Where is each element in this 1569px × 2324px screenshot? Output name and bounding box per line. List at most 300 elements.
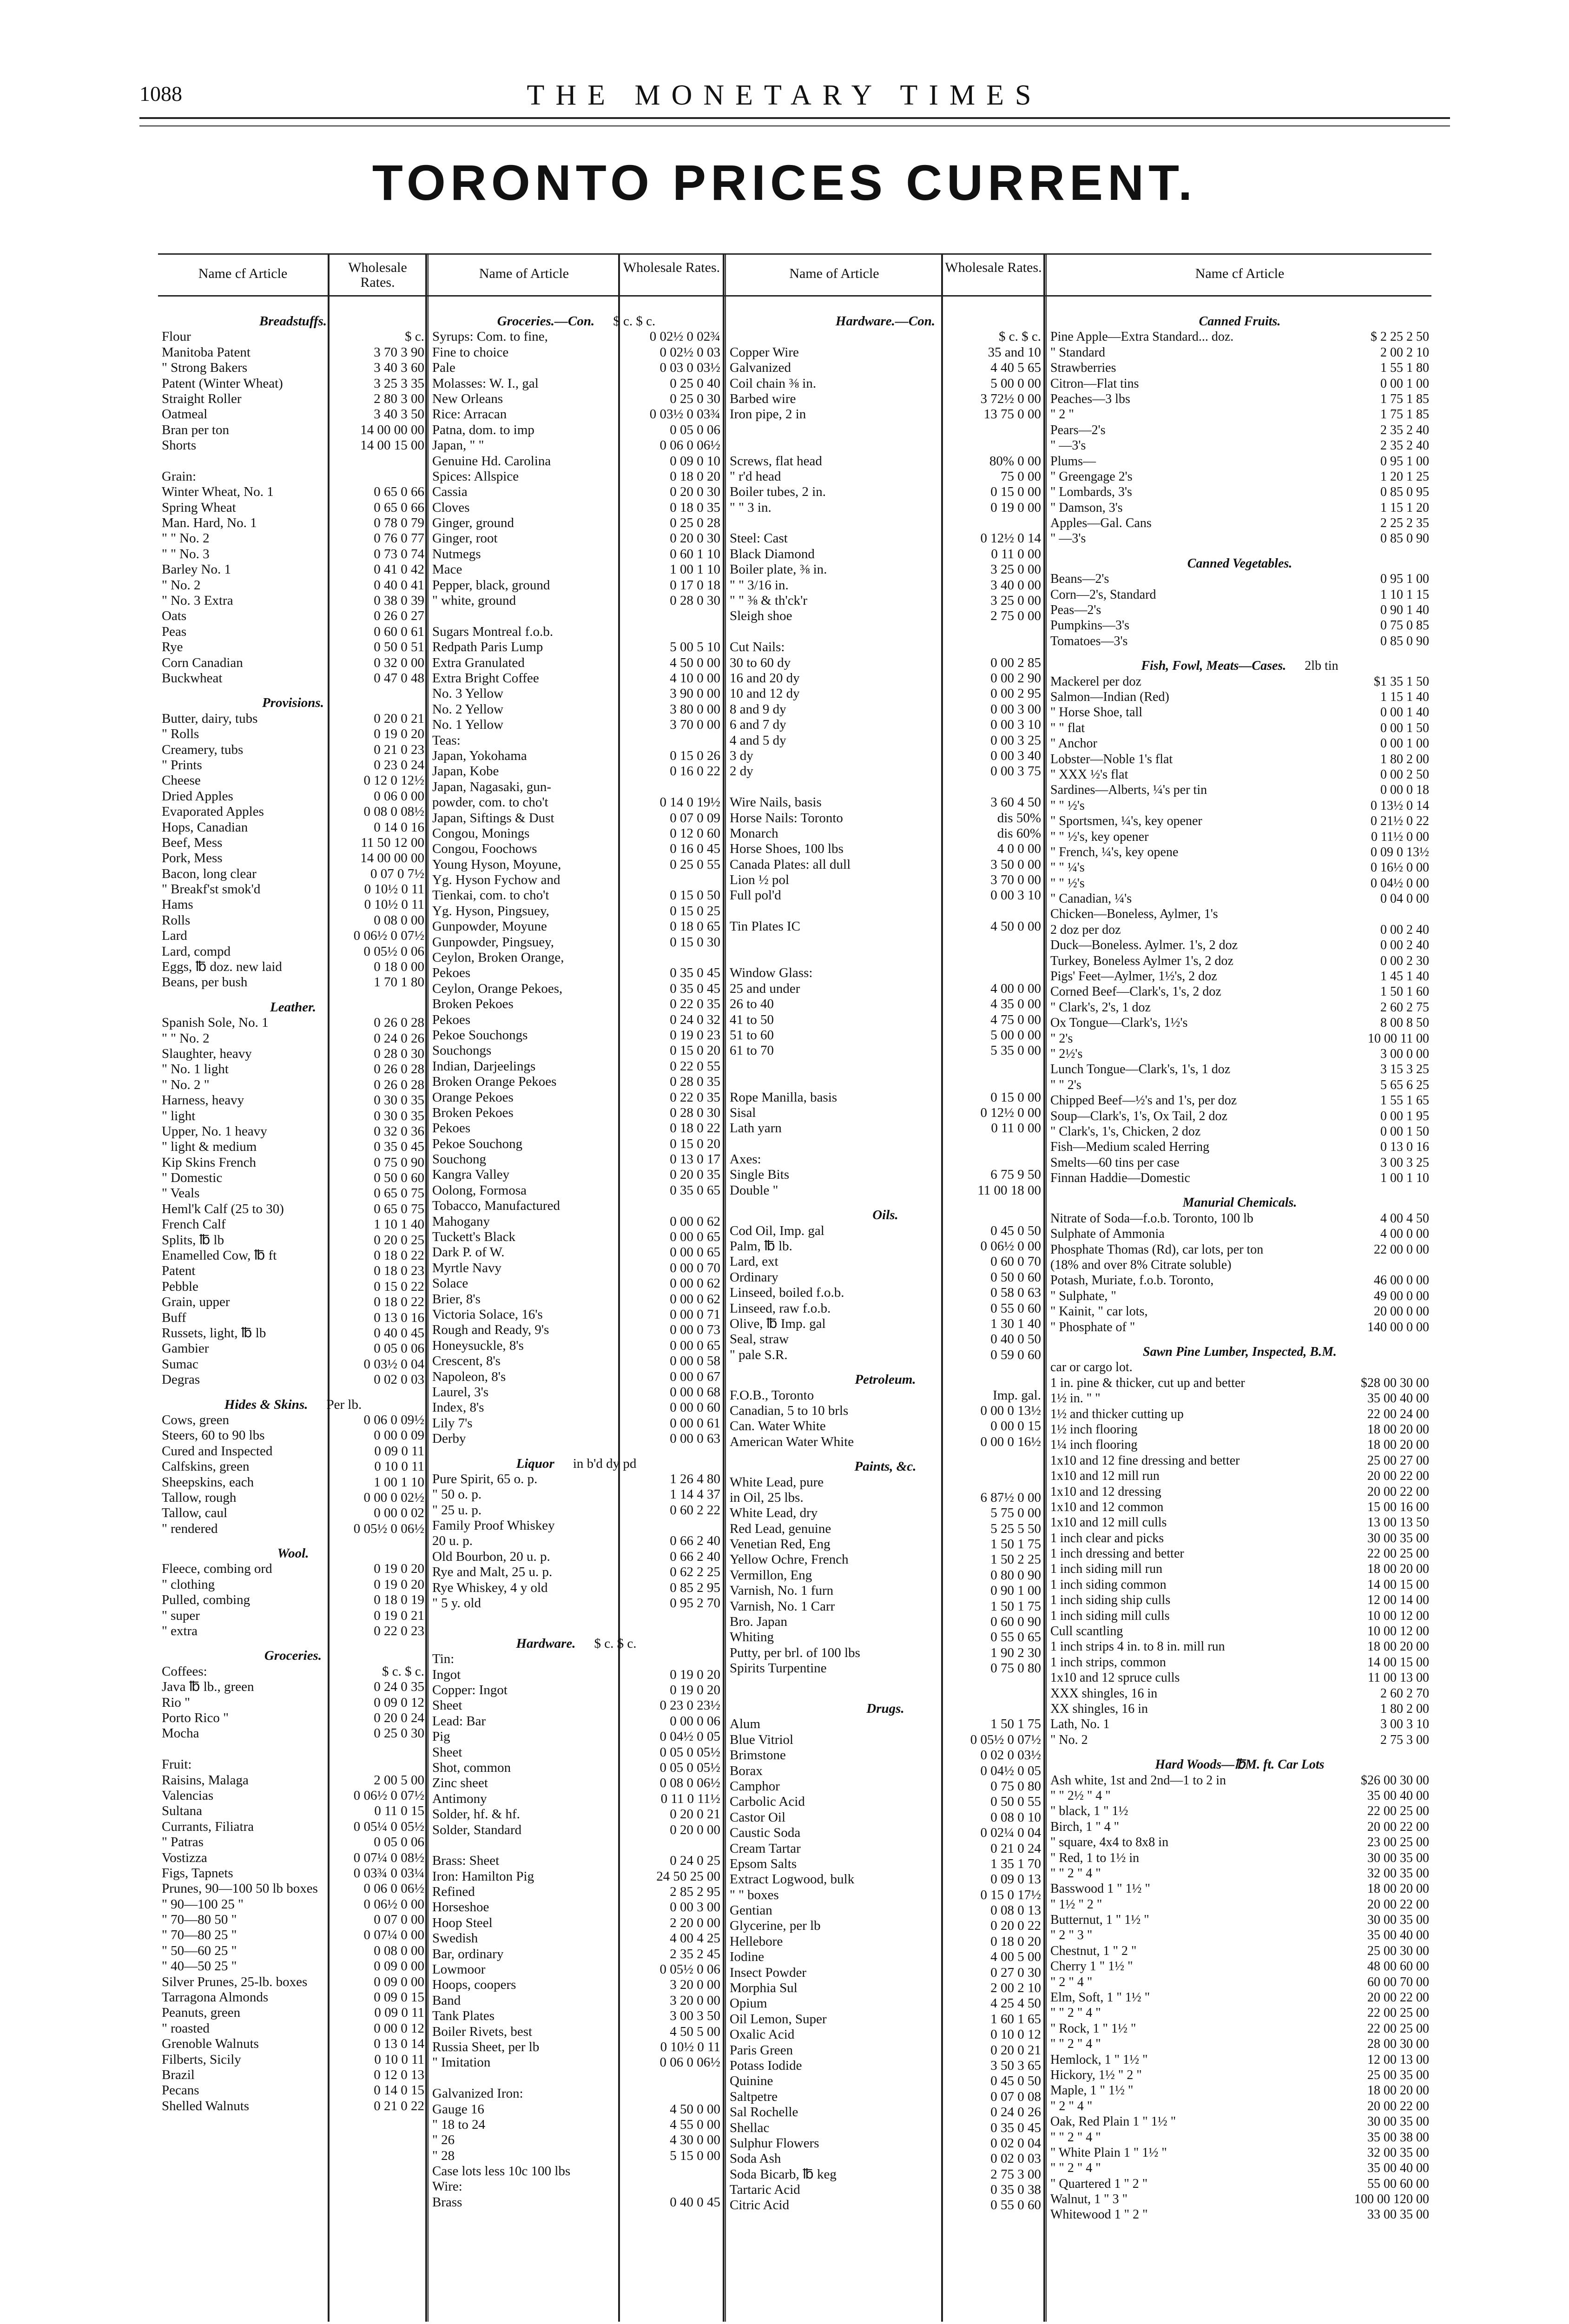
price-row [1050, 1577, 1429, 1592]
article-name: Congou, Foochows [432, 841, 537, 857]
wholesale-rate: 0 55 0 65 [990, 1630, 1041, 1645]
price-row [162, 562, 424, 577]
price-row [432, 1385, 720, 1400]
article-name: " Canadian, ¼'s [1050, 891, 1132, 906]
article-name: Boiler plate, ⅜ in. [730, 562, 827, 577]
article-name: Teas: [432, 733, 461, 748]
article-name: " 40—50 25 " [162, 1959, 237, 1974]
price-row [1050, 1273, 1429, 1288]
price-row [432, 1167, 720, 1182]
wholesale-rate [718, 1651, 720, 1667]
price-row [432, 1884, 720, 1900]
wholesale-rate: 0 76 0 77 [374, 531, 424, 546]
wholesale-rate: 0 15 0 25 [670, 903, 720, 918]
article-name: Russia Sheet, per lb [432, 2039, 540, 2054]
wholesale-rate: 0 00 0 02½ [363, 1490, 424, 1505]
article-name: Brass: Sheet [432, 1853, 500, 1868]
article-name: Smelts—60 tins per case [1050, 1155, 1180, 1170]
wholesale-rate: 8 00 8 50 [1380, 1016, 1429, 1030]
wholesale-rate: 1 60 1 65 [990, 2011, 1041, 2027]
price-row [1050, 1093, 1429, 1108]
wholesale-rate: 0 95 1 00 [1380, 572, 1429, 587]
price-row [162, 1577, 424, 1592]
article-name: " rendered [162, 1521, 218, 1536]
wholesale-rate: 0 35 0 45 [670, 981, 720, 996]
price-row [1050, 1732, 1429, 1748]
wholesale-rate: 0 00 3 10 [990, 717, 1041, 733]
article-name: 1 inch siding mill culls [1050, 1608, 1170, 1623]
wholesale-rate: 55 00 60 00 [1367, 2176, 1429, 2191]
article-name: Young Hyson, Moyune, [432, 857, 561, 872]
article-name: Iron: Hamilton Pig [432, 1868, 534, 1884]
wholesale-rate: 0 00 3 00 [990, 701, 1041, 717]
article-name: Heml'k Calf (25 to 30) [162, 1201, 284, 1216]
wholesale-rate: 0 00 1 00 [1380, 736, 1429, 751]
price-row [730, 1872, 1041, 1887]
price-row [432, 981, 720, 997]
wholesale-rate: 0 08 0 10 [990, 1809, 1041, 1825]
wholesale-rate: 0 18 0 23 [374, 1263, 424, 1279]
price-row [432, 423, 720, 438]
wholesale-rate: 20 00 22 00 [1367, 2099, 1429, 2113]
price-row [1050, 1139, 1429, 1155]
article-name: Ceylon, Orange Pekoes, [432, 981, 563, 996]
wholesale-rate: 0 08 0 00 [374, 1943, 424, 1958]
price-row [432, 1338, 720, 1353]
price-row [432, 2024, 720, 2040]
wholesale-rate: 0 21 0 24 [990, 1841, 1041, 1856]
article-name: 16 and 20 dy [730, 670, 800, 686]
article-name: Butter, dairy, tubs [162, 711, 258, 726]
price-row [432, 376, 720, 391]
article-name: Family Proof Whiskey [432, 1518, 555, 1533]
price-row [1050, 2114, 1429, 2129]
price-row [1050, 1499, 1429, 1515]
column-header-rates: Wholesale Rates. [623, 260, 720, 275]
price-row [730, 1301, 1041, 1316]
wholesale-rate: 0 35 0 45 [670, 965, 720, 981]
price-row [1050, 1406, 1429, 1422]
article-name: Canadian, 5 to 10 brls [730, 1403, 849, 1418]
article-name: " " No. 2 [162, 1030, 210, 1046]
article-name: Salmon—Indian (Red) [1050, 689, 1169, 704]
article-name: " light & medium [162, 1139, 257, 1155]
price-row [432, 1565, 720, 1580]
article-name: " " 2 " 4 " [1050, 1866, 1101, 1881]
wholesale-rate: 0 05 0 05½ [659, 1760, 720, 1775]
row-spacer [432, 1838, 720, 1853]
price-row [432, 1947, 720, 1962]
wholesale-rate: 1 35 1 70 [990, 1856, 1041, 1871]
wholesale-rate: 0 12 0 60 [670, 825, 720, 841]
section-heading [432, 1447, 720, 1472]
article-name: 10 and 12 dy [730, 686, 800, 701]
article-name: " " 2½ " 4 " [1050, 1788, 1111, 1803]
price-row [432, 1977, 720, 1993]
price-row [162, 975, 424, 990]
price-row [1050, 1155, 1429, 1170]
price-row [162, 1444, 424, 1459]
wholesale-rate: 0 19 0 23 [670, 1027, 720, 1043]
article-name: Sugars Montreal f.o.b. [432, 624, 554, 639]
price-row [432, 1869, 720, 1884]
article-name: Ordinary [730, 1269, 778, 1285]
article-name: Eggs, ℔ doz. new laid [162, 959, 282, 975]
price-row [162, 2067, 424, 2083]
wholesale-rate: 0 00 0 13½ [980, 1403, 1041, 1418]
price-row [432, 1152, 720, 1167]
row-spacer [730, 1059, 1041, 1074]
section-heading-label: Groceries.—Con. [497, 314, 595, 329]
wholesale-rate: 49 00 0 00 [1374, 1288, 1429, 1303]
article-name: Shot, common [432, 1760, 511, 1775]
wholesale-rate: 0 06 0 06½ [363, 1881, 424, 1896]
article-name: Patent [162, 1263, 196, 1279]
price-row [432, 1822, 720, 1838]
price-row [1050, 860, 1429, 875]
price-row [1050, 984, 1429, 999]
wholesale-rate: 10 00 11 00 [1368, 1031, 1429, 1046]
price-row [1050, 1422, 1429, 1437]
price-row [730, 2182, 1041, 2198]
article-name: 1 inch strips, common [1050, 1655, 1166, 1670]
article-name: Cut Nails: [730, 640, 785, 655]
price-row [730, 2105, 1041, 2120]
wholesale-rate: 0 12½ 0 00 [980, 1105, 1041, 1120]
article-name: Hops, Canadian [162, 819, 248, 835]
price-row [432, 1596, 720, 1611]
price-row [1050, 500, 1429, 515]
wholesale-rate: 0 25 0 30 [670, 391, 720, 406]
article-name: Tomatoes—3's [1050, 634, 1128, 648]
price-row [162, 640, 424, 655]
price-row [1050, 705, 1429, 720]
wholesale-rate: 18 00 20 00 [1367, 1882, 1429, 1896]
article-name: Cherry 1 " 1½ " [1050, 1959, 1133, 1974]
price-row [1050, 1897, 1429, 1912]
article-name: Double " [730, 1182, 778, 1198]
wholesale-rate: 0 20 0 30 [670, 484, 720, 500]
section-heading-label: Oils. [872, 1208, 898, 1223]
section-heading-label: Canned Fruits. [1199, 314, 1281, 329]
article-name: Lath, No. 1 [1050, 1717, 1110, 1732]
wholesale-rate: 0 00 2 40 [1380, 938, 1429, 953]
article-name: " clothing [162, 1577, 215, 1592]
article-name: " 2 " 3 " [1050, 1928, 1093, 1943]
wholesale-rate: 3 50 3 65 [990, 2058, 1041, 2073]
wholesale-rate: 0 24 0 26 [374, 1030, 424, 1046]
wholesale-rate: 3 20 0 00 [670, 1993, 720, 2008]
wholesale-rate: 0 95 2 70 [670, 1596, 720, 1611]
wholesale-rate: 0 26 0 28 [374, 1077, 424, 1092]
price-row [1050, 1242, 1429, 1257]
wholesale-rate: 0 12 0 13 [374, 2067, 424, 2082]
article-name: " Veals [162, 1186, 200, 1201]
article-name: Pears—2's [1050, 423, 1106, 437]
wholesale-rate: 14 00 15 00 [1367, 1577, 1429, 1592]
price-row [730, 608, 1041, 624]
price-row [432, 1028, 720, 1043]
article-name: Black Diamond [730, 546, 815, 561]
article-name: Potass Iodide [730, 2058, 802, 2073]
wholesale-rate: 0 00 0 16½ [980, 1434, 1041, 1449]
article-name: Rye [162, 640, 183, 655]
price-row [1050, 845, 1429, 860]
section-heading-label: Hides & Skins. [224, 1397, 308, 1412]
article-name: " Clark's, 1's, Chicken, 2 doz [1050, 1124, 1201, 1139]
article-name: Victoria Solace, 16's [432, 1307, 543, 1322]
article-name: Hemlock, 1 " 1½ " [1050, 2052, 1148, 2067]
price-row [730, 1167, 1041, 1182]
column-header-rates: Wholesale Rates. [945, 260, 1042, 275]
wholesale-rate: 1 15 1 20 [1380, 500, 1429, 515]
price-row [730, 1934, 1041, 1949]
article-name: Bro. Japan [730, 1614, 788, 1630]
price-row [1050, 1062, 1429, 1077]
row-spacer [730, 515, 1041, 531]
wholesale-rate: 35 00 40 00 [1367, 1928, 1429, 1943]
article-name: Pig [432, 1729, 450, 1744]
wholesale-rate: 2 60 2 75 [1380, 1000, 1429, 1015]
article-name: 1 inch siding ship culls [1050, 1593, 1171, 1608]
article-name: " No. 2 [1050, 1732, 1088, 1747]
wholesale-rate: 0 62 2 25 [670, 1565, 720, 1580]
wholesale-rate: 0 15 0 20 [670, 1136, 720, 1151]
price-row [432, 500, 720, 515]
article-name: 1x10 and 12 mill run [1050, 1469, 1160, 1484]
price-row [730, 1552, 1041, 1567]
article-name: Derby [432, 1431, 466, 1446]
wholesale-rate: 0 05½ 0 06 [363, 944, 424, 959]
wholesale-rate: 0 50 0 60 [990, 1269, 1041, 1285]
wholesale-rate: 0 38 0 39 [374, 593, 424, 608]
wholesale-rate: 0 00 0 65 [670, 1245, 720, 1260]
article-name: " Phosphate of " [1050, 1320, 1135, 1334]
wholesale-rate: 0 00 2 30 [1380, 953, 1429, 968]
wholesale-rate: 2 25 2 35 [1380, 516, 1429, 531]
price-row [432, 391, 720, 407]
price-row [162, 1788, 424, 1803]
wholesale-rate: 1 75 1 85 [1380, 391, 1429, 406]
article-name: " 28 [432, 2148, 455, 2163]
wholesale-rate: 0 40 0 45 [670, 2194, 720, 2210]
article-name: Band [432, 1993, 461, 2008]
article-name: Turkey, Boneless Aylmer 1's, 2 doz [1050, 953, 1233, 968]
price-row [162, 851, 424, 866]
wholesale-rate: 22 00 25 00 [1367, 2021, 1429, 2036]
article-name: Shorts [162, 438, 197, 453]
wholesale-rate: 0 17 0 18 [670, 577, 720, 593]
price-row [730, 826, 1041, 841]
wholesale-rate: 0 12 0 12½ [363, 773, 424, 788]
article-name: Elm, Soft, 1 " 1½ " [1050, 1990, 1150, 2005]
price-row [730, 702, 1041, 717]
price-row [1050, 1974, 1429, 1990]
article-name: Straight Roller [162, 391, 242, 406]
price-row [730, 1223, 1041, 1239]
article-name: Birch, 1 " 4 " [1050, 1819, 1120, 1834]
article-name: " Damson, 3's [1050, 500, 1123, 515]
article-name: Oats [162, 608, 187, 624]
wholesale-rate: 10 00 12 00 [1367, 1608, 1429, 1623]
section-heading [432, 304, 720, 329]
price-row [432, 1518, 720, 1533]
wholesale-rate: 13 00 13 50 [1367, 1515, 1429, 1530]
price-row [730, 919, 1041, 934]
wholesale-rate: 0 40 0 45 [374, 1326, 424, 1340]
price-row [1050, 1850, 1429, 1866]
wholesale-rate: 18 00 20 00 [1367, 1422, 1429, 1437]
wholesale-rate: 0 26 0 28 [374, 1015, 424, 1030]
price-row [162, 2036, 424, 2052]
price-row [432, 1245, 720, 1260]
wholesale-rate: $ c. $ c. [382, 1664, 424, 1679]
price-row [730, 1239, 1041, 1254]
wholesale-rate: 0 75 0 80 [990, 1778, 1041, 1794]
price-row [162, 1310, 424, 1326]
article-name: Boiler Rivets, best [432, 2024, 533, 2039]
article-name: Case lots less 10c 100 lbs [432, 2164, 571, 2179]
price-row [730, 717, 1041, 733]
article-name: White Lead, dry [730, 1505, 818, 1521]
wholesale-rate: 4 50 5 00 [670, 2024, 720, 2039]
wholesale-rate: 0 25 0 55 [670, 857, 720, 872]
price-row [1050, 1046, 1429, 1062]
wholesale-rate: 0 47 0 48 [374, 670, 424, 686]
article-name: Silver Prunes, 25-lb. boxes [162, 1974, 308, 1989]
article-name: 6 and 7 dy [730, 717, 786, 733]
price-row [730, 329, 1041, 344]
article-name: Beans, per bush [162, 975, 248, 990]
price-column-4 [1050, 304, 1429, 2322]
price-row [730, 1599, 1041, 1614]
price-row [730, 1285, 1041, 1301]
wholesale-rate [718, 624, 720, 640]
article-name: Coil chain ⅜ in. [730, 376, 817, 391]
wholesale-rate: 0 19 0 21 [374, 1608, 424, 1623]
article-name: " 70—80 25 " [162, 1928, 237, 1943]
price-row [162, 531, 424, 546]
wholesale-rate: 0 75 0 80 [990, 1661, 1041, 1676]
article-name: Raisins, Malaga [162, 1772, 249, 1788]
price-row [162, 1490, 424, 1505]
price-row [432, 2148, 720, 2164]
article-name: Tienkai, com. to cho't [432, 888, 549, 903]
column-divider [725, 253, 726, 2322]
price-row [162, 1912, 424, 1928]
article-name: Corn—2's, Standard [1050, 587, 1156, 602]
wholesale-rate: 5 15 0 00 [670, 2148, 720, 2163]
wholesale-rate: 0 00 0 68 [670, 1384, 720, 1400]
price-row [730, 1841, 1041, 1856]
section-heading-label: Leather. [270, 999, 316, 1015]
price-row [730, 469, 1041, 484]
wholesale-rate [422, 469, 424, 484]
price-row [432, 2055, 720, 2070]
article-name: Dried Apples [162, 788, 233, 804]
wholesale-rate: 0 00 0 58 [670, 1353, 720, 1369]
article-name: Antimony [432, 1791, 487, 1806]
wholesale-rate: 22 00 25 00 [1367, 2006, 1429, 2020]
price-row [162, 329, 424, 344]
wholesale-rate: 0 00 0 02 [374, 1505, 424, 1521]
article-name: (18% and over 8% Citrate soluble) [1050, 1258, 1232, 1273]
price-row [162, 1093, 424, 1108]
article-name: Souchong [432, 1152, 486, 1167]
article-name: Window Glass: [730, 965, 813, 981]
price-row [162, 1186, 424, 1201]
price-row [730, 1630, 1041, 1645]
wholesale-rate [1426, 1257, 1429, 1273]
article-name: 1½ and thicker cutting up [1050, 1406, 1184, 1421]
article-name: Peas—2's [1050, 603, 1101, 618]
price-row [1050, 1360, 1429, 1375]
article-name: Bacon, long clear [162, 866, 257, 881]
article-name: " 2 " 4 " [1050, 2099, 1093, 2113]
article-name: Patna, dom. to imp [432, 422, 534, 437]
wholesale-rate: 0 28 0 35 [670, 1074, 720, 1089]
wholesale-rate: 0 66 2 40 [670, 1533, 720, 1549]
wholesale-rate: $ c. $ c. [999, 329, 1041, 344]
price-row [730, 1794, 1041, 1809]
price-row [432, 1214, 720, 1229]
article-name: Varnish, No. 1 Carr [730, 1598, 835, 1614]
article-name: Soda Ash [730, 2151, 781, 2166]
article-name: Oolong, Formosa [432, 1182, 527, 1198]
row-spacer [730, 1074, 1041, 1089]
wholesale-rate: 20 00 22 00 [1367, 1897, 1429, 1912]
price-row [432, 1431, 720, 1446]
article-name: " 26 [432, 2133, 455, 2148]
article-name: No. 1 Yellow [432, 717, 504, 733]
wholesale-rate: $ 2 25 2 50 [1371, 330, 1429, 344]
wholesale-rate: 0 09 0 10 [670, 453, 720, 469]
section-heading-label: Groceries. [264, 1648, 322, 1664]
wholesale-rate: 22 00 0 00 [1374, 1242, 1429, 1257]
wholesale-rate: 11 50 12 00 [361, 835, 424, 850]
price-row [730, 1475, 1041, 1490]
article-name: 2 doz per doz [1050, 922, 1121, 937]
article-name: Rolls [162, 912, 191, 928]
article-name: Basswood 1 " 1½ " [1050, 1882, 1150, 1896]
section-heading-unit: 2lb tin [1305, 659, 1338, 673]
price-row [432, 1667, 720, 1683]
wholesale-rate: 1 50 1 60 [1380, 984, 1429, 999]
wholesale-rate: 0 19 0 20 [670, 1682, 720, 1697]
price-row [1050, 602, 1429, 618]
article-name: " No. 1 light [162, 1062, 229, 1077]
price-table [158, 253, 1431, 2322]
article-name: Saltpetre [730, 2089, 778, 2104]
wholesale-rate: 0 25 0 28 [670, 515, 720, 531]
price-row [432, 1791, 720, 1807]
wholesale-rate: 0 09 0 13½ [1371, 845, 1429, 859]
wholesale-rate: 0 14 0 19½ [659, 795, 720, 810]
article-name: Rye and Malt, 25 u. p. [432, 1565, 553, 1580]
section-heading [162, 686, 424, 711]
price-row [1050, 2130, 1429, 2145]
price-row [730, 1614, 1041, 1630]
price-row [432, 407, 720, 422]
price-row [162, 469, 424, 484]
article-name: Ceylon, Broken Orange, [432, 950, 564, 965]
price-row [1050, 407, 1429, 422]
price-row [162, 2052, 424, 2067]
price-row [432, 1900, 720, 1915]
section-heading-unit: $ c. $ c. [594, 1636, 637, 1651]
wholesale-rate: 1 20 1 25 [1380, 469, 1429, 484]
price-row [730, 811, 1041, 826]
